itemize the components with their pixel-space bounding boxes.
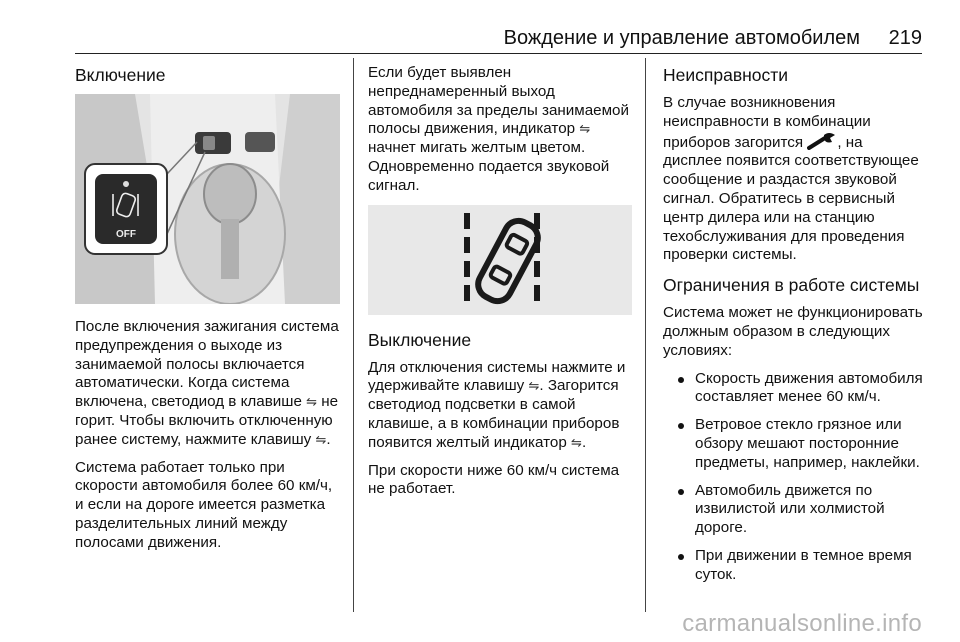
section-heading-limitations: Ограничения в работе системы (663, 275, 920, 296)
paragraph (75, 318, 343, 450)
paragraph: При скорости ниже 60 км/ч система не работает. (368, 461, 620, 498)
text: . (326, 430, 331, 448)
list-item: Ветровое стекло грязное или обзору мешают посторонние предметы, например, наклейки. (675, 416, 925, 472)
paragraph: Система может не функционировать должным образом в следующих условиях: (663, 304, 923, 359)
header-rule (75, 53, 922, 54)
page-header (0, 0, 960, 52)
section-heading-disable: Выключение (368, 329, 472, 350)
paragraph (663, 94, 925, 265)
list-item: При движении в темное время суток. (675, 547, 925, 585)
off-label: OFF (116, 229, 136, 240)
text: Для отключения системы нажмите и удерживайте клавишу (368, 358, 626, 395)
watermark: carmanualsonline.info (682, 610, 922, 637)
text: . (581, 433, 587, 451)
lane-departure-icon: ⇋ (571, 434, 582, 450)
section-heading-malfunctions: Неисправности (663, 65, 789, 85)
lane-departure-icon: ⇋ (315, 431, 327, 447)
lane-departure-icon: ⇋ (579, 121, 591, 137)
lane-departure-icon: ⇋ (306, 394, 318, 410)
text: , на дисплее появится соответствующее сообщение и раздастся звуковой сигнал. Обратитесь в сервисный центр дилера или на станцию техобслуживания для проведения проверки системы. (663, 133, 919, 264)
column-2 (368, 64, 636, 508)
lane-departure-icon: ⇋ (528, 378, 540, 394)
column-divider (353, 58, 354, 612)
header-title: Вождение и управление автомобилем (503, 27, 860, 49)
led-indicator (123, 181, 129, 187)
text: В случае возникновения неисправности в комбинации приборов загорится (663, 94, 871, 151)
text: Если будет выявлен непреднамеренный выход автомобиля за пределы занимаемой полосы движения, индикатор (368, 64, 629, 138)
column-divider (645, 58, 646, 612)
text: не горит. Чтобы включить отключенную ранее систему, нажмите клавишу (75, 393, 339, 448)
paragraph: Система работает только при скорости автомобиля более 60 км/ч, и если на дороге имеется разметка разделительных линий между полосами движения. (75, 458, 333, 551)
text: . Загорится светодиод подсветки в самой клавише, а в комбинации приборов появится желтый индикатор (368, 377, 620, 451)
text: После включения зажигания система предупреждения о выходе из занимаемой полосы включается автоматически. Когда система включена, светодиод в клавише (75, 318, 339, 411)
console-figure (75, 94, 340, 304)
text: начнет мигать желтым цветом. Одновременно подается звуковой сигнал. (368, 139, 610, 194)
column-3 (663, 64, 925, 594)
column-1 (75, 64, 343, 562)
limitations-list (663, 370, 925, 585)
list-item: Скорость движения автомобиля составляет менее 60 км/ч. (675, 370, 925, 408)
paragraph (368, 64, 636, 196)
section-heading-enable: Включение (75, 65, 166, 85)
paragraph (368, 359, 636, 453)
list-item: Автомобиль движется по извилистой или холмистой дороге. (675, 482, 925, 538)
wrench-icon (807, 132, 837, 150)
page-number: 219 (888, 27, 922, 49)
small-key (203, 136, 215, 150)
lane-indicator-figure (368, 205, 632, 315)
